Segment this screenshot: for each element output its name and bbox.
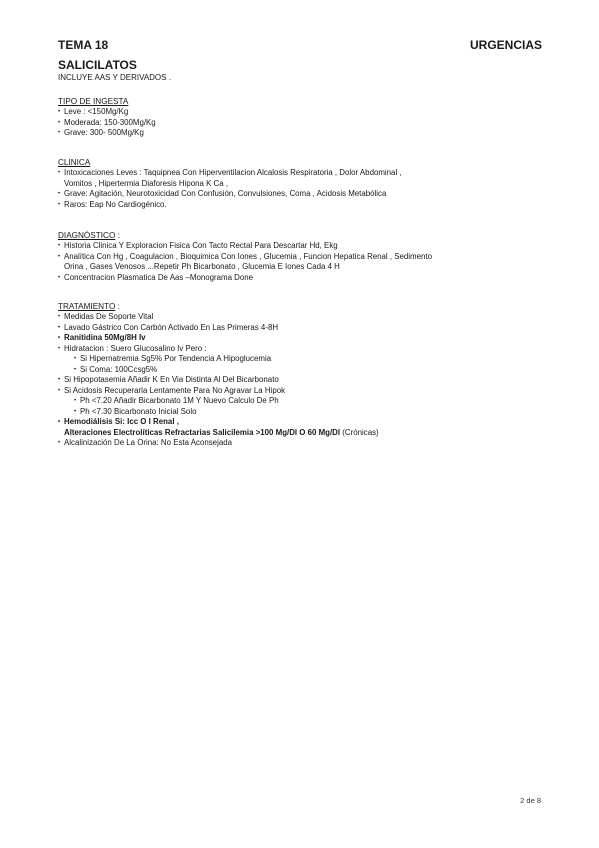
clinica-heading: CLINICA	[58, 158, 91, 167]
list-item: • Intoxicaciones Leves : Taquipnea Con Hiperventilacion Alcalosis Respiratoria , Dolor Abdominal ,	[58, 168, 548, 179]
list-item: • Si Hipopotasemia Añadir K En Via Distinta Al Del Bicarbonato	[58, 375, 548, 386]
list-item: • Si Acidosis Recuperarla Lentamente Para No Agravar La Hipok	[58, 386, 548, 397]
tratamiento-section	[58, 302, 548, 449]
list-item: • Hemodiálisis Si: Icc O I Renal ,	[58, 417, 548, 428]
page-subtitle: INCLUYE AAS Y DERIVADOS .	[58, 73, 171, 82]
diagnostico-section	[58, 231, 548, 283]
list-item: • Concentracion Plasmatica De Aas –Monograma Done	[58, 273, 548, 284]
list-item: • Leve : <150Mg/Kg	[58, 107, 548, 118]
heading-suffix: :	[115, 231, 120, 240]
list-item: • Historia Clinica Y Exploracion Fisica Con Tacto Rectal Para Descartar Hd, Ekg	[58, 241, 548, 252]
list-item: • Analítica Con Hg , Coagulacion , Bioquimica Con Iones , Glucemia , Funcion Hepatica Renal , Sedimento	[58, 252, 548, 263]
section-name: URGENCIAS	[469, 38, 542, 52]
tratamiento-heading: TRATAMIENTO	[58, 302, 116, 311]
note-text: (Crónicas)	[340, 427, 379, 437]
list-item: • Hidratacion : Suero Glucosalino Iv Pero :	[58, 344, 548, 355]
sub-list-item: • Si Coma: 100Ccsg5%	[58, 365, 548, 376]
list-item: • Alcalinización De La Orina: No Esta Aconsejada	[58, 438, 548, 449]
sub-list-item: • Ph <7.20 Añadir Bicarbonato 1M Y Nuevo Calculo De Ph	[58, 396, 548, 407]
ingesta-heading: TIPO DE INGESTA	[58, 97, 129, 106]
list-item-continuation	[58, 428, 548, 439]
sub-list-item: • Ph <7.30 Bicarbonato Inicial Solo	[58, 407, 548, 418]
list-item-continuation: Vomitos , Hipertermia Diaforesis Hipona K Ca ,	[64, 178, 229, 188]
list-item: • Moderada: 150-300Mg/Kg	[58, 118, 548, 129]
list-item: • Grave: 300- 500Mg/Kg	[58, 128, 548, 139]
tratamiento-heading-row	[58, 302, 548, 312]
diagnostico-heading-row	[58, 231, 548, 241]
list-item: • Ranitidina 50Mg/8H Iv	[58, 333, 548, 344]
clinica-section	[58, 158, 548, 210]
list-item: • Lavado Gástrico Con Carbón Activado En Las Primeras 4-8H	[58, 323, 548, 334]
topic-number: TEMA 18	[58, 38, 109, 52]
list-item: • Raros: Eap No Cardiogénico.	[58, 200, 548, 211]
sub-list-item: • Si Hipernatremia Sg5% Por Tendencia A Hipoglucemia	[58, 354, 548, 365]
page-title: SALICILATOS	[58, 58, 137, 72]
ingesta-section	[58, 97, 548, 139]
page-header	[58, 38, 542, 52]
diagnostico-heading: DIAGNÓSTICO	[58, 231, 116, 240]
page-number: 2 de 8	[520, 796, 541, 805]
bold-text: Alteraciones Electrolíticas Refractarias Salicilemia >100 Mg/Dl O 60 Mg/Dl	[64, 427, 341, 437]
heading-suffix: :	[115, 302, 120, 311]
list-item: • Medidas De Soporte Vital	[58, 312, 548, 323]
list-item: • Grave: Agitación, Neurotoxicidad Con Confusión, Convulsiones, Coma , Acidosis Metabólica	[58, 189, 548, 200]
list-item-continuation: Orina , Gases Venosos ...Repetir Ph Bicarbonato , Glucemia E Iones Cada 4 H	[64, 262, 340, 271]
